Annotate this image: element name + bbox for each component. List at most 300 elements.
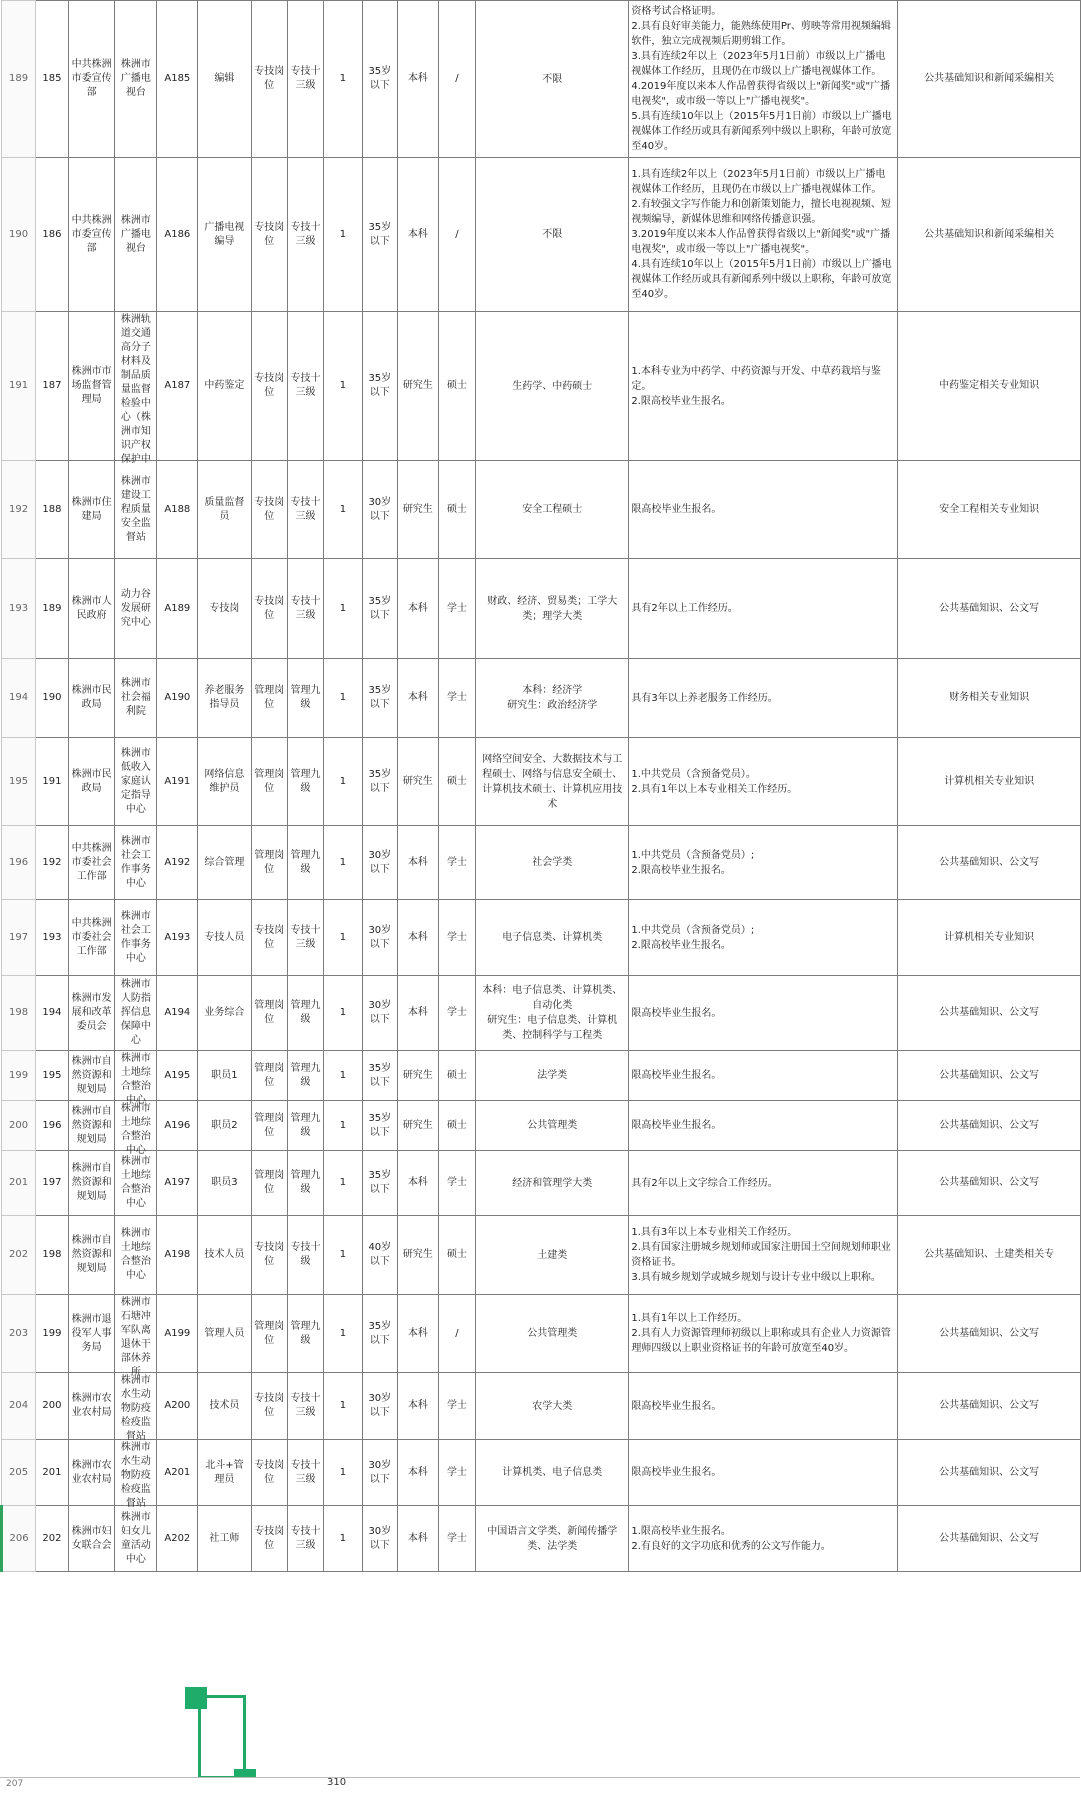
code-cell[interactable] — [157, 976, 198, 1051]
unit-cell[interactable] — [115, 738, 157, 826]
unit-cell[interactable] — [115, 1051, 157, 1106]
degree-cell[interactable] — [438, 1151, 475, 1216]
age-cell[interactable] — [362, 1295, 397, 1373]
category-cell[interactable] — [251, 1101, 287, 1151]
dept-cell[interactable] — [68, 461, 115, 559]
post-cell[interactable] — [198, 1506, 251, 1572]
major-cell-text: 农学大类 — [532, 1400, 573, 1412]
level-cell[interactable] — [287, 1051, 323, 1101]
seq-cell[interactable] — [36, 1216, 69, 1295]
exam-cell[interactable] — [898, 158, 1081, 312]
dept-cell[interactable] — [68, 1216, 115, 1295]
exam-cell-text: 公共基础知识、土建类相关专 — [924, 1249, 1055, 1260]
major-cell[interactable] — [476, 900, 629, 976]
level-cell[interactable] — [287, 826, 323, 900]
category-cell[interactable] — [251, 1, 287, 158]
category-cell[interactable] — [251, 976, 287, 1051]
post-cell[interactable] — [198, 559, 251, 659]
education-cell[interactable] — [397, 461, 438, 559]
dept-cell[interactable] — [68, 1295, 115, 1373]
level-cell[interactable] — [287, 461, 323, 559]
seq-cell[interactable] — [36, 559, 69, 659]
count-cell[interactable] — [324, 1295, 363, 1373]
post-cell[interactable] — [198, 158, 251, 312]
degree-cell[interactable] — [438, 312, 475, 461]
code-cell[interactable] — [157, 1440, 198, 1506]
seq-cell[interactable] — [36, 1101, 69, 1151]
post-cell[interactable] — [198, 1373, 251, 1440]
code-cell[interactable] — [157, 1506, 198, 1572]
education-cell[interactable] — [397, 1295, 438, 1373]
education-cell[interactable] — [397, 1151, 438, 1216]
degree-cell-text: 学士 — [446, 1532, 467, 1544]
unit-cell[interactable] — [115, 1, 157, 158]
level-cell[interactable] — [287, 1373, 323, 1440]
count-cell[interactable] — [324, 976, 363, 1051]
dept-cell[interactable] — [68, 1051, 115, 1101]
major-cell[interactable] — [476, 1051, 629, 1101]
unit-cell[interactable] — [115, 1151, 157, 1216]
degree-cell[interactable] — [438, 1373, 475, 1440]
table-row[interactable] — [2, 312, 1081, 461]
degree-cell[interactable] — [438, 1101, 475, 1151]
table-row[interactable] — [2, 1051, 1081, 1101]
major-cell[interactable] — [476, 1, 629, 158]
post-cell[interactable] — [198, 1051, 251, 1101]
post-cell[interactable] — [198, 1101, 251, 1151]
exam-cell[interactable] — [898, 900, 1081, 976]
seq-cell[interactable] — [36, 900, 69, 976]
count-cell[interactable] — [324, 826, 363, 900]
education-cell[interactable] — [397, 900, 438, 976]
age-cell[interactable] — [362, 1101, 397, 1151]
category-cell[interactable] — [251, 1216, 287, 1295]
count-cell[interactable] — [324, 659, 363, 738]
unit-cell[interactable] — [115, 1373, 157, 1440]
category-cell[interactable] — [251, 659, 287, 738]
education-cell[interactable] — [397, 738, 438, 826]
level-cell[interactable] — [287, 312, 323, 461]
major-cell[interactable] — [476, 1440, 629, 1506]
exam-cell[interactable] — [898, 1440, 1081, 1506]
degree-cell[interactable] — [438, 1216, 475, 1295]
unit-cell[interactable] — [115, 659, 157, 738]
age-cell-text: 30岁以下 — [368, 1459, 392, 1485]
age-cell[interactable] — [362, 1051, 397, 1101]
seq-cell[interactable] — [36, 659, 69, 738]
row-number[interactable] — [2, 461, 36, 559]
education-cell[interactable] — [397, 1051, 438, 1101]
dept-cell[interactable] — [68, 559, 115, 659]
age-cell[interactable] — [362, 659, 397, 738]
post-cell[interactable] — [198, 1295, 251, 1373]
requirements-cell[interactable] — [629, 826, 898, 900]
category-cell[interactable] — [251, 312, 287, 461]
level-cell[interactable] — [287, 738, 323, 826]
education-cell[interactable] — [397, 559, 438, 659]
age-cell[interactable] — [362, 1, 397, 158]
exam-cell[interactable] — [898, 1506, 1081, 1572]
major-cell[interactable] — [476, 1373, 629, 1440]
row-number[interactable] — [2, 312, 36, 461]
row-number[interactable] — [2, 158, 36, 312]
code-cell[interactable] — [157, 1216, 198, 1295]
category-cell[interactable] — [251, 1295, 287, 1373]
age-cell[interactable] — [362, 559, 397, 659]
education-cell[interactable] — [397, 158, 438, 312]
category-cell[interactable] — [251, 1051, 287, 1101]
count-cell-text: 1 — [339, 1466, 347, 1478]
age-cell[interactable] — [362, 158, 397, 312]
unit-cell[interactable] — [115, 559, 157, 659]
requirements-cell[interactable] — [629, 1, 898, 158]
seq-cell[interactable] — [36, 158, 69, 312]
table-row[interactable] — [2, 1151, 1081, 1216]
row-number[interactable] — [2, 900, 36, 976]
requirements-cell[interactable] — [629, 1051, 898, 1101]
code-cell[interactable] — [157, 900, 198, 976]
seq-cell[interactable] — [36, 826, 69, 900]
major-cell[interactable] — [476, 738, 629, 826]
post-cell[interactable] — [198, 826, 251, 900]
exam-cell[interactable] — [898, 1101, 1081, 1151]
count-cell[interactable] — [324, 1440, 363, 1506]
table-row[interactable] — [2, 1440, 1081, 1506]
next-row-number[interactable]: 207 — [6, 1779, 24, 1789]
code-cell[interactable] — [157, 1151, 198, 1216]
unit-cell[interactable] — [115, 826, 157, 900]
row-number[interactable] — [2, 1216, 36, 1295]
education-cell[interactable] — [397, 1440, 438, 1506]
education-cell[interactable] — [397, 1, 438, 158]
requirements-cell[interactable] — [629, 1373, 898, 1440]
degree-cell[interactable] — [438, 1440, 475, 1506]
count-cell[interactable] — [324, 1216, 363, 1295]
category-cell[interactable] — [251, 1440, 287, 1506]
row-number[interactable] — [2, 976, 36, 1051]
table-row[interactable] — [2, 1506, 1081, 1572]
code-cell[interactable] — [157, 1295, 198, 1373]
requirements-cell[interactable] — [629, 1506, 898, 1572]
exam-cell[interactable] — [898, 738, 1081, 826]
education-cell[interactable] — [397, 826, 438, 900]
unit-cell[interactable] — [115, 158, 157, 312]
degree-cell[interactable] — [438, 900, 475, 976]
age-cell[interactable] — [362, 976, 397, 1051]
requirements-cell[interactable] — [629, 659, 898, 738]
age-cell[interactable] — [362, 461, 397, 559]
row-number[interactable] — [2, 559, 36, 659]
table-row[interactable] — [2, 559, 1081, 659]
count-cell[interactable] — [324, 461, 363, 559]
count-cell[interactable] — [324, 312, 363, 461]
major-cell[interactable] — [476, 158, 629, 312]
row-number[interactable] — [2, 1506, 36, 1572]
exam-cell[interactable] — [898, 559, 1081, 659]
post-cell[interactable] — [198, 312, 251, 461]
education-cell[interactable] — [397, 1506, 438, 1572]
dept-cell[interactable] — [68, 1101, 115, 1151]
level-cell[interactable] — [287, 1216, 323, 1295]
code-cell[interactable] — [157, 826, 198, 900]
row-number[interactable] — [2, 1440, 36, 1506]
seq-cell[interactable] — [36, 1051, 69, 1101]
seq-cell[interactable] — [36, 1, 69, 158]
level-cell[interactable] — [287, 900, 323, 976]
dept-cell[interactable] — [68, 738, 115, 826]
level-cell[interactable] — [287, 659, 323, 738]
category-cell[interactable] — [251, 826, 287, 900]
major-cell[interactable] — [476, 559, 629, 659]
seq-cell[interactable] — [36, 976, 69, 1051]
major-cell[interactable] — [476, 1506, 629, 1572]
level-cell[interactable] — [287, 559, 323, 659]
requirements-cell[interactable] — [629, 900, 898, 976]
count-cell[interactable] — [324, 1373, 363, 1440]
post-cell[interactable] — [198, 1216, 251, 1295]
requirements-cell[interactable] — [629, 738, 898, 826]
post-cell[interactable] — [198, 1, 251, 158]
seq-cell[interactable] — [36, 1373, 69, 1440]
dept-cell[interactable] — [68, 1373, 115, 1440]
major-cell[interactable] — [476, 659, 629, 738]
requirements-cell[interactable] — [629, 1151, 898, 1216]
row-number[interactable] — [2, 826, 36, 900]
code-cell[interactable] — [157, 559, 198, 659]
category-cell[interactable] — [251, 900, 287, 976]
requirements-cell[interactable] — [629, 976, 898, 1051]
degree-cell[interactable] — [438, 1295, 475, 1373]
code-cell[interactable] — [157, 1101, 198, 1151]
category-cell[interactable] — [251, 1506, 287, 1572]
count-cell[interactable] — [324, 559, 363, 659]
level-cell[interactable] — [287, 1440, 323, 1506]
post-cell[interactable] — [198, 659, 251, 738]
unit-cell[interactable] — [115, 1101, 157, 1156]
major-cell[interactable] — [476, 1216, 629, 1295]
degree-cell[interactable] — [438, 1051, 475, 1101]
exam-cell[interactable] — [898, 1216, 1081, 1295]
degree-cell[interactable] — [438, 659, 475, 738]
row-number[interactable] — [2, 659, 36, 738]
unit-cell[interactable] — [115, 976, 157, 1051]
unit-cell[interactable] — [115, 900, 157, 976]
post-cell[interactable] — [198, 461, 251, 559]
education-cell[interactable] — [397, 1373, 438, 1440]
post-cell[interactable] — [198, 976, 251, 1051]
seq-cell[interactable] — [36, 312, 69, 461]
seq-cell[interactable] — [36, 461, 69, 559]
major-cell[interactable] — [476, 826, 629, 900]
degree-cell[interactable] — [438, 826, 475, 900]
level-cell[interactable] — [287, 1101, 323, 1151]
degree-cell[interactable] — [438, 559, 475, 659]
degree-cell[interactable] — [438, 1506, 475, 1572]
requirements-cell[interactable] — [629, 1216, 898, 1295]
age-cell[interactable] — [362, 1506, 397, 1572]
table-row[interactable] — [2, 900, 1081, 976]
major-cell-text: 生药学、中药硕士 — [512, 380, 593, 392]
table-row[interactable] — [2, 738, 1081, 826]
level-cell[interactable] — [287, 976, 323, 1051]
count-cell[interactable] — [324, 1506, 363, 1572]
row-number[interactable] — [2, 1295, 36, 1373]
education-cell[interactable] — [397, 312, 438, 461]
table-row[interactable] — [2, 1, 1081, 158]
row-number[interactable] — [2, 1, 36, 158]
degree-cell[interactable] — [438, 1, 475, 158]
exam-cell[interactable] — [898, 1295, 1081, 1373]
post-cell[interactable] — [198, 900, 251, 976]
dept-cell[interactable] — [68, 1506, 115, 1572]
level-cell[interactable] — [287, 1506, 323, 1572]
exam-cell[interactable] — [898, 312, 1081, 461]
post-cell[interactable] — [198, 1151, 251, 1216]
age-cell[interactable] — [362, 312, 397, 461]
exam-cell[interactable] — [898, 1, 1081, 158]
major-cell[interactable] — [476, 976, 629, 1051]
table-row[interactable] — [2, 461, 1081, 559]
level-cell[interactable] — [287, 1, 323, 158]
count-cell[interactable] — [324, 900, 363, 976]
code-cell[interactable] — [157, 738, 198, 826]
category-cell[interactable] — [251, 1373, 287, 1440]
category-cell[interactable] — [251, 158, 287, 312]
seq-cell[interactable] — [36, 1295, 69, 1373]
dept-cell[interactable] — [68, 826, 115, 900]
unit-cell[interactable] — [115, 1440, 157, 1509]
age-cell[interactable] — [362, 1373, 397, 1440]
level-cell[interactable] — [287, 1295, 323, 1373]
major-cell[interactable] — [476, 461, 629, 559]
exam-cell[interactable] — [898, 826, 1081, 900]
unit-cell[interactable] — [115, 1295, 157, 1378]
count-cell[interactable] — [324, 1051, 363, 1101]
code-cell[interactable] — [157, 1, 198, 158]
requirements-cell[interactable] — [629, 461, 898, 559]
code-cell[interactable] — [157, 1373, 198, 1440]
code-cell[interactable] — [157, 659, 198, 738]
table-row[interactable] — [2, 1101, 1081, 1151]
row-number[interactable] — [2, 1373, 36, 1440]
dept-cell[interactable] — [68, 158, 115, 312]
table-row[interactable] — [2, 826, 1081, 900]
exam-cell[interactable] — [898, 1373, 1081, 1440]
code-cell[interactable] — [157, 312, 198, 461]
age-cell[interactable] — [362, 1440, 397, 1506]
dept-cell[interactable] — [68, 900, 115, 976]
level-cell[interactable] — [287, 1151, 323, 1216]
count-cell[interactable] — [324, 1101, 363, 1151]
education-cell[interactable] — [397, 1216, 438, 1295]
post-cell[interactable] — [198, 1440, 251, 1506]
degree-cell[interactable] — [438, 976, 475, 1051]
major-cell[interactable] — [476, 1151, 629, 1216]
major-cell[interactable] — [476, 1101, 629, 1151]
education-cell[interactable] — [397, 659, 438, 738]
seq-cell[interactable] — [36, 738, 69, 826]
count-cell[interactable] — [324, 1151, 363, 1216]
table-row[interactable] — [2, 158, 1081, 312]
unit-cell[interactable] — [115, 312, 157, 465]
major-cell[interactable] — [476, 312, 629, 461]
dept-cell[interactable] — [68, 976, 115, 1051]
table-row[interactable] — [2, 976, 1081, 1051]
exam-cell[interactable] — [898, 1151, 1081, 1216]
age-cell[interactable] — [362, 826, 397, 900]
code-cell[interactable] — [157, 1051, 198, 1101]
age-cell[interactable] — [362, 1151, 397, 1216]
category-cell[interactable] — [251, 738, 287, 826]
code-cell[interactable] — [157, 461, 198, 559]
requirements-cell[interactable] — [629, 1440, 898, 1506]
level-cell-text: 管理九级 — [290, 1062, 321, 1088]
unit-cell[interactable] — [115, 461, 157, 559]
exam-cell[interactable] — [898, 1051, 1081, 1101]
unit-cell[interactable] — [115, 1216, 157, 1295]
row-number[interactable] — [2, 738, 36, 826]
dept-cell[interactable] — [68, 1440, 115, 1506]
count-cell[interactable] — [324, 1, 363, 158]
seq-cell[interactable] — [36, 1440, 69, 1506]
table-row[interactable] — [2, 659, 1081, 738]
row-number[interactable] — [2, 1151, 36, 1216]
requirements-cell[interactable] — [629, 158, 898, 312]
table-row[interactable] — [2, 1216, 1081, 1295]
exam-cell[interactable] — [898, 659, 1081, 738]
degree-cell[interactable] — [438, 461, 475, 559]
requirements-cell[interactable] — [629, 1295, 898, 1373]
education-cell[interactable] — [397, 976, 438, 1051]
row-number[interactable] — [2, 1051, 36, 1101]
table-row[interactable] — [2, 1373, 1081, 1440]
requirements-cell[interactable] — [629, 312, 898, 461]
major-cell[interactable] — [476, 1295, 629, 1373]
seq-cell[interactable] — [36, 1151, 69, 1216]
post-cell[interactable] — [198, 738, 251, 826]
degree-cell[interactable] — [438, 738, 475, 826]
unit-cell-text: 株洲市妇女儿童活动中心 — [120, 1511, 151, 1565]
count-cell[interactable] — [324, 738, 363, 826]
requirements-cell[interactable] — [629, 1101, 898, 1151]
dept-cell[interactable] — [68, 1, 115, 158]
age-cell[interactable] — [362, 738, 397, 826]
code-cell[interactable] — [157, 158, 198, 312]
category-cell[interactable] — [251, 559, 287, 659]
requirements-cell[interactable] — [629, 559, 898, 659]
seq-cell-text: 196 — [42, 1119, 62, 1131]
seq-cell[interactable] — [36, 1506, 69, 1572]
exam-cell[interactable] — [898, 461, 1081, 559]
selection-handle-top[interactable] — [185, 1687, 207, 1709]
age-cell[interactable] — [362, 900, 397, 976]
table-row[interactable] — [2, 1295, 1081, 1373]
dept-cell[interactable] — [68, 659, 115, 738]
category-cell[interactable] — [251, 1151, 287, 1216]
category-cell[interactable] — [251, 461, 287, 559]
level-cell[interactable] — [287, 158, 323, 312]
degree-cell[interactable] — [438, 158, 475, 312]
dept-cell[interactable] — [68, 1151, 115, 1216]
education-cell[interactable] — [397, 1101, 438, 1151]
dept-cell[interactable] — [68, 312, 115, 461]
count-cell[interactable] — [324, 158, 363, 312]
row-number[interactable] — [2, 1101, 36, 1151]
unit-cell[interactable] — [115, 1506, 157, 1572]
code-cell-text: A190 — [164, 692, 191, 703]
age-cell[interactable] — [362, 1216, 397, 1295]
exam-cell[interactable] — [898, 976, 1081, 1051]
